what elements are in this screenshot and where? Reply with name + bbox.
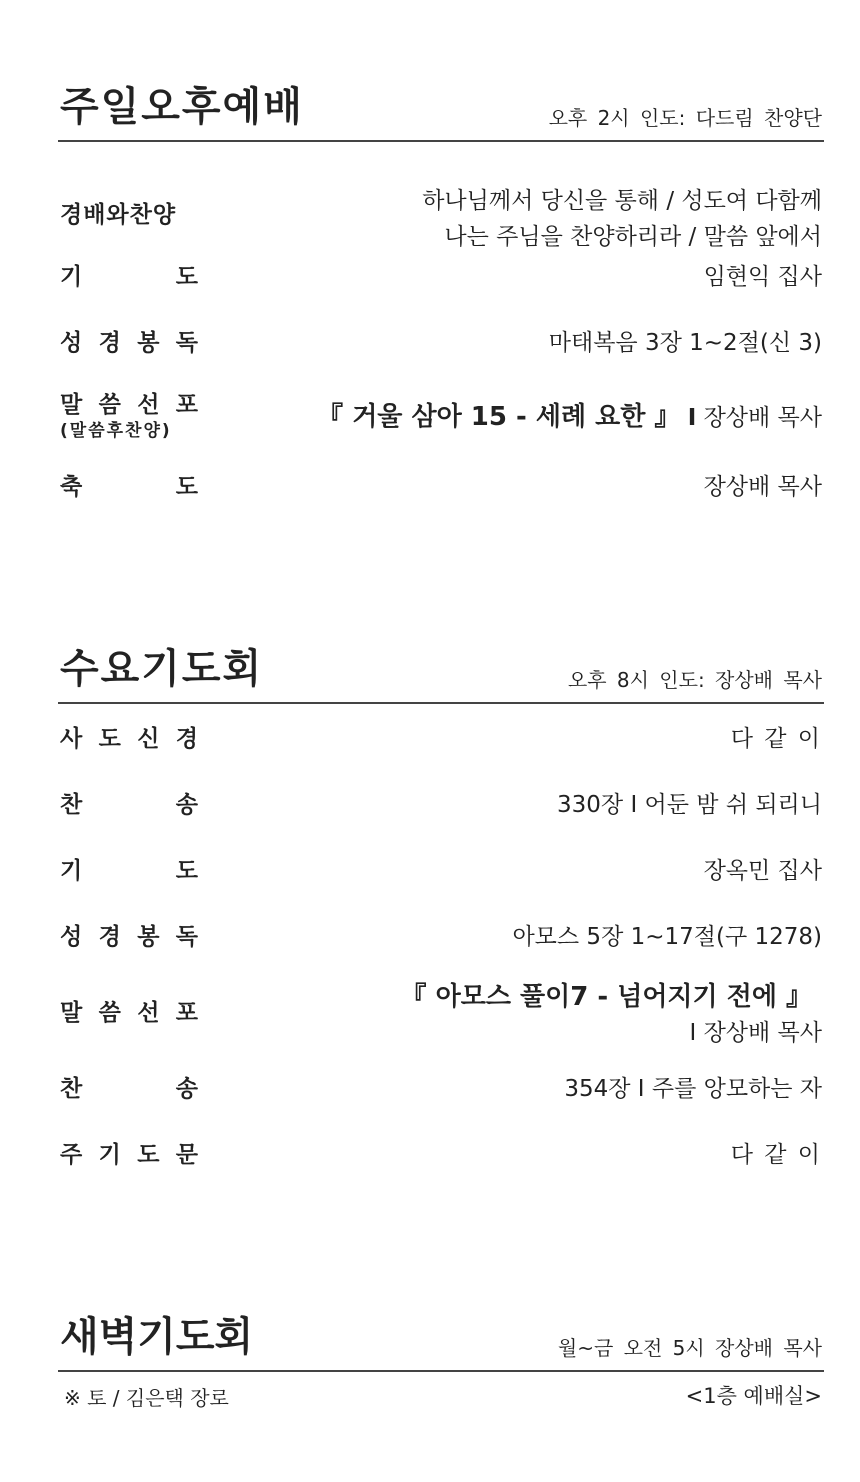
row-value: 330장 I 어둔 밤 쉬 되리니 (557, 792, 822, 818)
dawn-section (58, 1312, 824, 1410)
row-value: 아모스 5장 1~17절(구 1278) (512, 924, 822, 950)
wednesday-section (58, 644, 824, 1168)
section-info: 오후 2시 인도: 다드림 찬양단 (548, 106, 822, 130)
row-label (60, 1136, 198, 1169)
label-char: 사 (60, 726, 83, 752)
label-char: 말 (60, 1000, 83, 1026)
order-row-prayer (58, 258, 824, 290)
label-char: 씀 (98, 392, 121, 418)
order-row-praise (58, 182, 824, 252)
label-char: 주 (60, 1142, 83, 1168)
label-char: 도 (175, 264, 198, 290)
sunday-section (58, 82, 824, 500)
separator: I (687, 405, 697, 431)
label-char: 경 (175, 726, 198, 752)
preacher: I 장상배 목사 (689, 1020, 822, 1046)
row-label (60, 258, 198, 291)
order-row-prayer (58, 852, 824, 884)
wednesday-header (58, 644, 824, 704)
order-row-sermon (58, 386, 824, 442)
row-value: 다 같 이 (730, 726, 822, 752)
row-label (60, 1070, 198, 1103)
label-char: 도 (175, 858, 198, 884)
order-row-lords-prayer (58, 1136, 824, 1168)
row-value: 다 같 이 (730, 1142, 822, 1168)
row-label (60, 386, 198, 419)
row-value-line-1: 하나님께서 당신을 통해 / 성도여 다함께 (422, 188, 822, 214)
row-label (60, 324, 198, 357)
label-char: 기 (60, 858, 83, 884)
label-char: 신 (137, 726, 160, 752)
row-label (60, 468, 198, 501)
row-value: 임현익 집사 (703, 264, 822, 290)
label-char: 기 (98, 1142, 121, 1168)
order-row-hymn (58, 786, 824, 818)
row-label: 경배와찬양 (60, 202, 177, 228)
row-label (60, 720, 198, 753)
label-char: 선 (137, 1000, 160, 1026)
label-char: 도 (137, 1142, 160, 1168)
order-row-sermon (58, 976, 824, 1048)
row-label (60, 994, 198, 1027)
section-info: 월~금 오전 5시 장상배 목사 (557, 1336, 822, 1360)
row-label (60, 852, 198, 885)
section-info: 오후 8시 인도: 장상배 목사 (567, 668, 822, 692)
dawn-saturday-note: ※ 토 / 김은택 장로 (64, 1386, 229, 1410)
label-char: 기 (60, 264, 83, 290)
label-char: 독 (175, 330, 198, 356)
label-char: 독 (175, 924, 198, 950)
label-char: 도 (98, 726, 121, 752)
order-row-benediction (58, 468, 824, 500)
label-char: 봉 (137, 330, 160, 356)
order-row-scripture (58, 918, 824, 950)
label-char: 송 (175, 1076, 198, 1102)
sunday-header (58, 82, 824, 142)
row-label (60, 786, 198, 819)
sermon-title: 『 거울 삼아 15 - 세례 요한 』 (317, 402, 681, 432)
order-row-hymn-closing (58, 1070, 824, 1102)
label-char: 경 (98, 330, 121, 356)
row-value: 장옥민 집사 (703, 858, 822, 884)
label-char: 도 (175, 474, 198, 500)
label-char: 봉 (137, 924, 160, 950)
label-char: 찬 (60, 792, 83, 818)
row-value: 354장 I 주를 앙모하는 자 (564, 1076, 822, 1102)
label-char: 문 (175, 1142, 198, 1168)
label-char: 송 (175, 792, 198, 818)
row-value: 장상배 목사 (703, 474, 822, 500)
section-title: 수요기도회 (60, 646, 264, 692)
label-char: 축 (60, 474, 83, 500)
sermon-title: 『 아모스 풀이7 - 넘어지기 전에 』 (400, 982, 812, 1012)
sermon-line (317, 396, 822, 433)
row-sublabel: (말씀후찬양) (60, 421, 172, 441)
label-char: 포 (175, 1000, 198, 1026)
label-char: 성 (60, 330, 83, 356)
label-char: 씀 (98, 1000, 121, 1026)
section-title: 새벽기도회 (60, 1314, 254, 1360)
order-row-scripture (58, 324, 824, 356)
label-char: 성 (60, 924, 83, 950)
section-title: 주일오후예배 (60, 84, 304, 130)
row-label (60, 918, 198, 951)
dawn-header (58, 1312, 824, 1372)
label-char: 찬 (60, 1076, 83, 1102)
label-char: 선 (137, 392, 160, 418)
label-char: 포 (175, 392, 198, 418)
label-char: 말 (60, 392, 83, 418)
preacher: 장상배 목사 (703, 405, 822, 431)
dawn-location: <1층 예배실> (685, 1384, 822, 1408)
label-char: 경 (98, 924, 121, 950)
row-value: 마태복음 3장 1~2절(신 3) (548, 330, 822, 356)
row-value-line-2: 나는 주님을 찬양하리라 / 말씀 앞에서 (444, 224, 822, 250)
order-row-creed (58, 720, 824, 752)
